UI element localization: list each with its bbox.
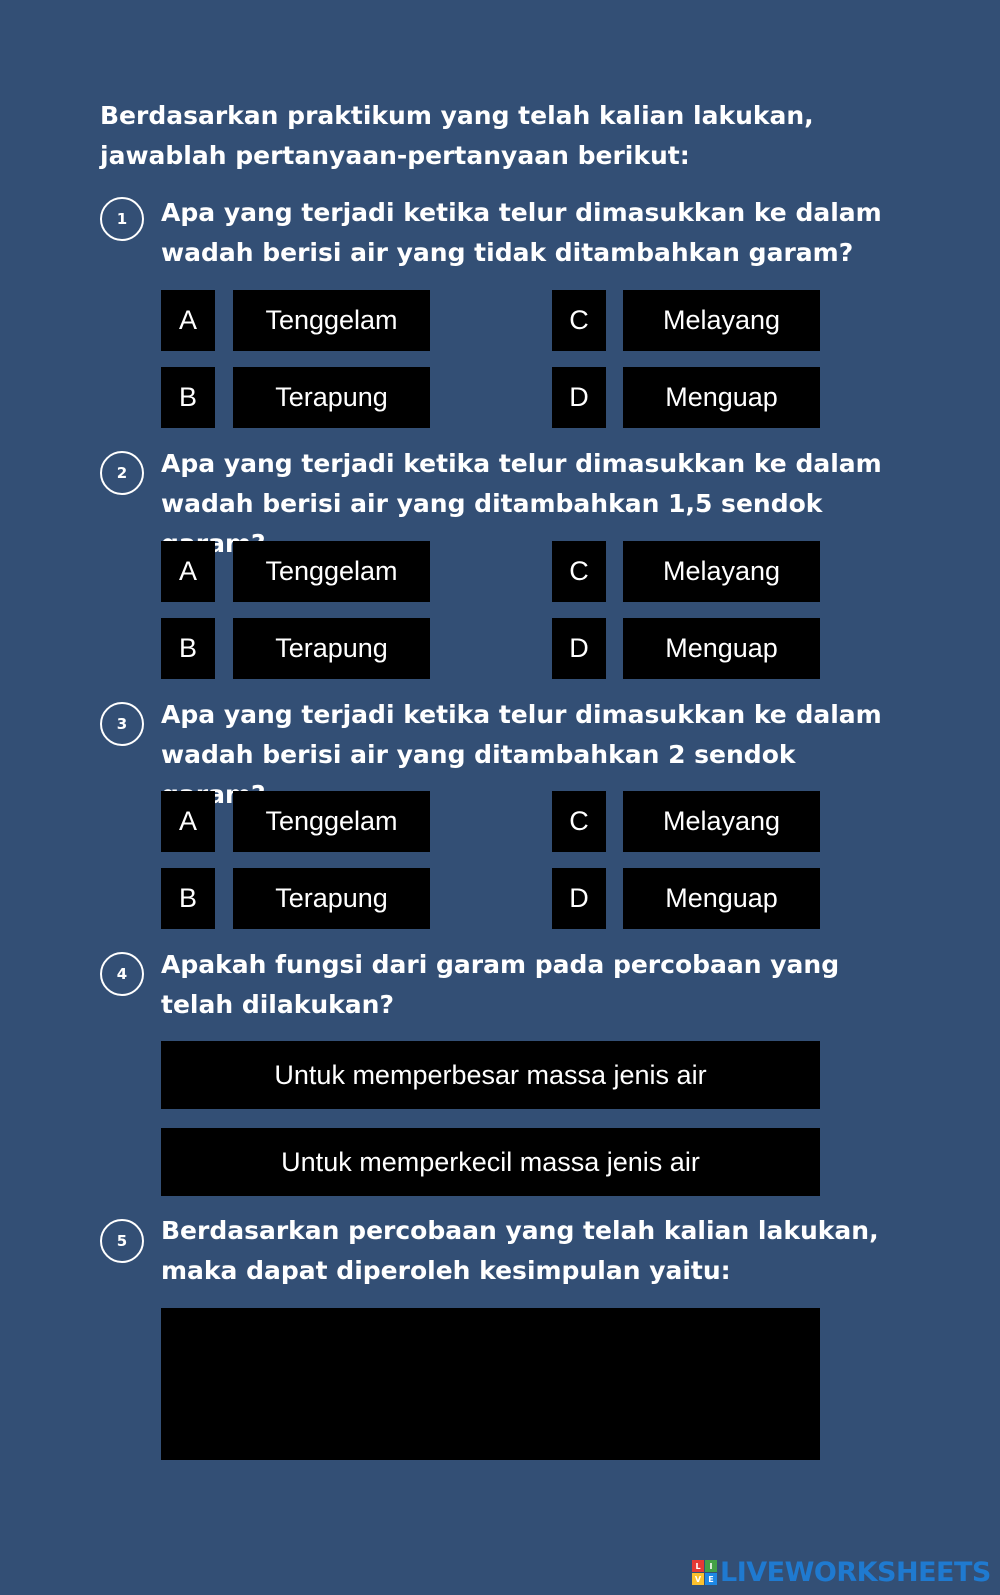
question-text-4: Apakah fungsi dari garam pada percobaan yang telah dilakukan? (161, 950, 840, 1019)
q4-option-1[interactable]: Untuk memperbesar massa jenis air (161, 1041, 820, 1109)
logo-letter-v: V (692, 1573, 704, 1585)
q3-option-b[interactable]: Terapung (233, 868, 430, 929)
question-number-1: 1 (100, 197, 144, 241)
question-number-4: 4 (100, 952, 144, 996)
q1-option-a-letter[interactable]: A (161, 290, 215, 351)
logo-letter-l: L (692, 1560, 704, 1572)
question-number-2: 2 (100, 451, 144, 495)
question-text-3: Apa yang terjadi ketika telur dimasukkan ke dalam wadah berisi air yang ditambahkan 2 sendok (161, 700, 882, 769)
question-number-3: 3 (100, 702, 144, 746)
q2-option-c-letter[interactable]: C (552, 541, 606, 602)
q2-option-a-letter[interactable]: A (161, 541, 215, 602)
q1-option-d[interactable]: Menguap (623, 367, 820, 428)
q1-option-b-letter[interactable]: B (161, 367, 215, 428)
q3-option-c[interactable]: Melayang (623, 791, 820, 852)
logo-letter-i: I (705, 1560, 717, 1572)
q1-option-d-letter[interactable]: D (552, 367, 606, 428)
question-text-5: Berdasarkan percobaan yang telah kalian lakukan, maka dapat diperoleh kesimpulan yaitu: (161, 1216, 879, 1285)
q5-answer-area[interactable] (161, 1308, 820, 1460)
q3-option-b-letter[interactable]: B (161, 868, 215, 929)
question-number-5: 5 (100, 1219, 144, 1263)
q2-option-d-letter[interactable]: D (552, 618, 606, 679)
q2-option-d[interactable]: Menguap (623, 618, 820, 679)
q2-option-a[interactable]: Tenggelam (233, 541, 430, 602)
q2-option-b-letter[interactable]: B (161, 618, 215, 679)
q4-option-2[interactable]: Untuk memperkecil massa jenis air (161, 1128, 820, 1196)
q1-option-c-letter[interactable]: C (552, 290, 606, 351)
question-text-2: Apa yang terjadi ketika telur dimasukkan ke dalam wadah berisi air yang ditambahkan 1,5 sendok (161, 449, 882, 518)
logo-text: LIVEWORKSHEETS (720, 1557, 991, 1588)
question-text-1: Apa yang terjadi ketika telur dimasukkan ke dalam wadah berisi air yang tidak ditambahkan garam? (161, 198, 882, 267)
logo-mark-icon (692, 1560, 717, 1585)
q3-option-a[interactable]: Tenggelam (233, 791, 430, 852)
logo-letter-e: E (705, 1573, 717, 1585)
q1-option-a[interactable]: Tenggelam (233, 290, 430, 351)
q3-option-c-letter[interactable]: C (552, 791, 606, 852)
q2-option-b[interactable]: Terapung (233, 618, 430, 679)
q1-option-c[interactable]: Melayang (623, 290, 820, 351)
q3-option-a-letter[interactable]: A (161, 791, 215, 852)
q3-option-d-letter[interactable]: D (552, 868, 606, 929)
instructions-text: Berdasarkan praktikum yang telah kalian lakukan, jawablah pertanyaan-pertanyaan berikut: (100, 101, 814, 170)
liveworksheets-logo[interactable] (692, 1557, 991, 1588)
q2-option-c[interactable]: Melayang (623, 541, 820, 602)
q1-option-b[interactable]: Terapung (233, 367, 430, 428)
q3-option-d[interactable]: Menguap (623, 868, 820, 929)
